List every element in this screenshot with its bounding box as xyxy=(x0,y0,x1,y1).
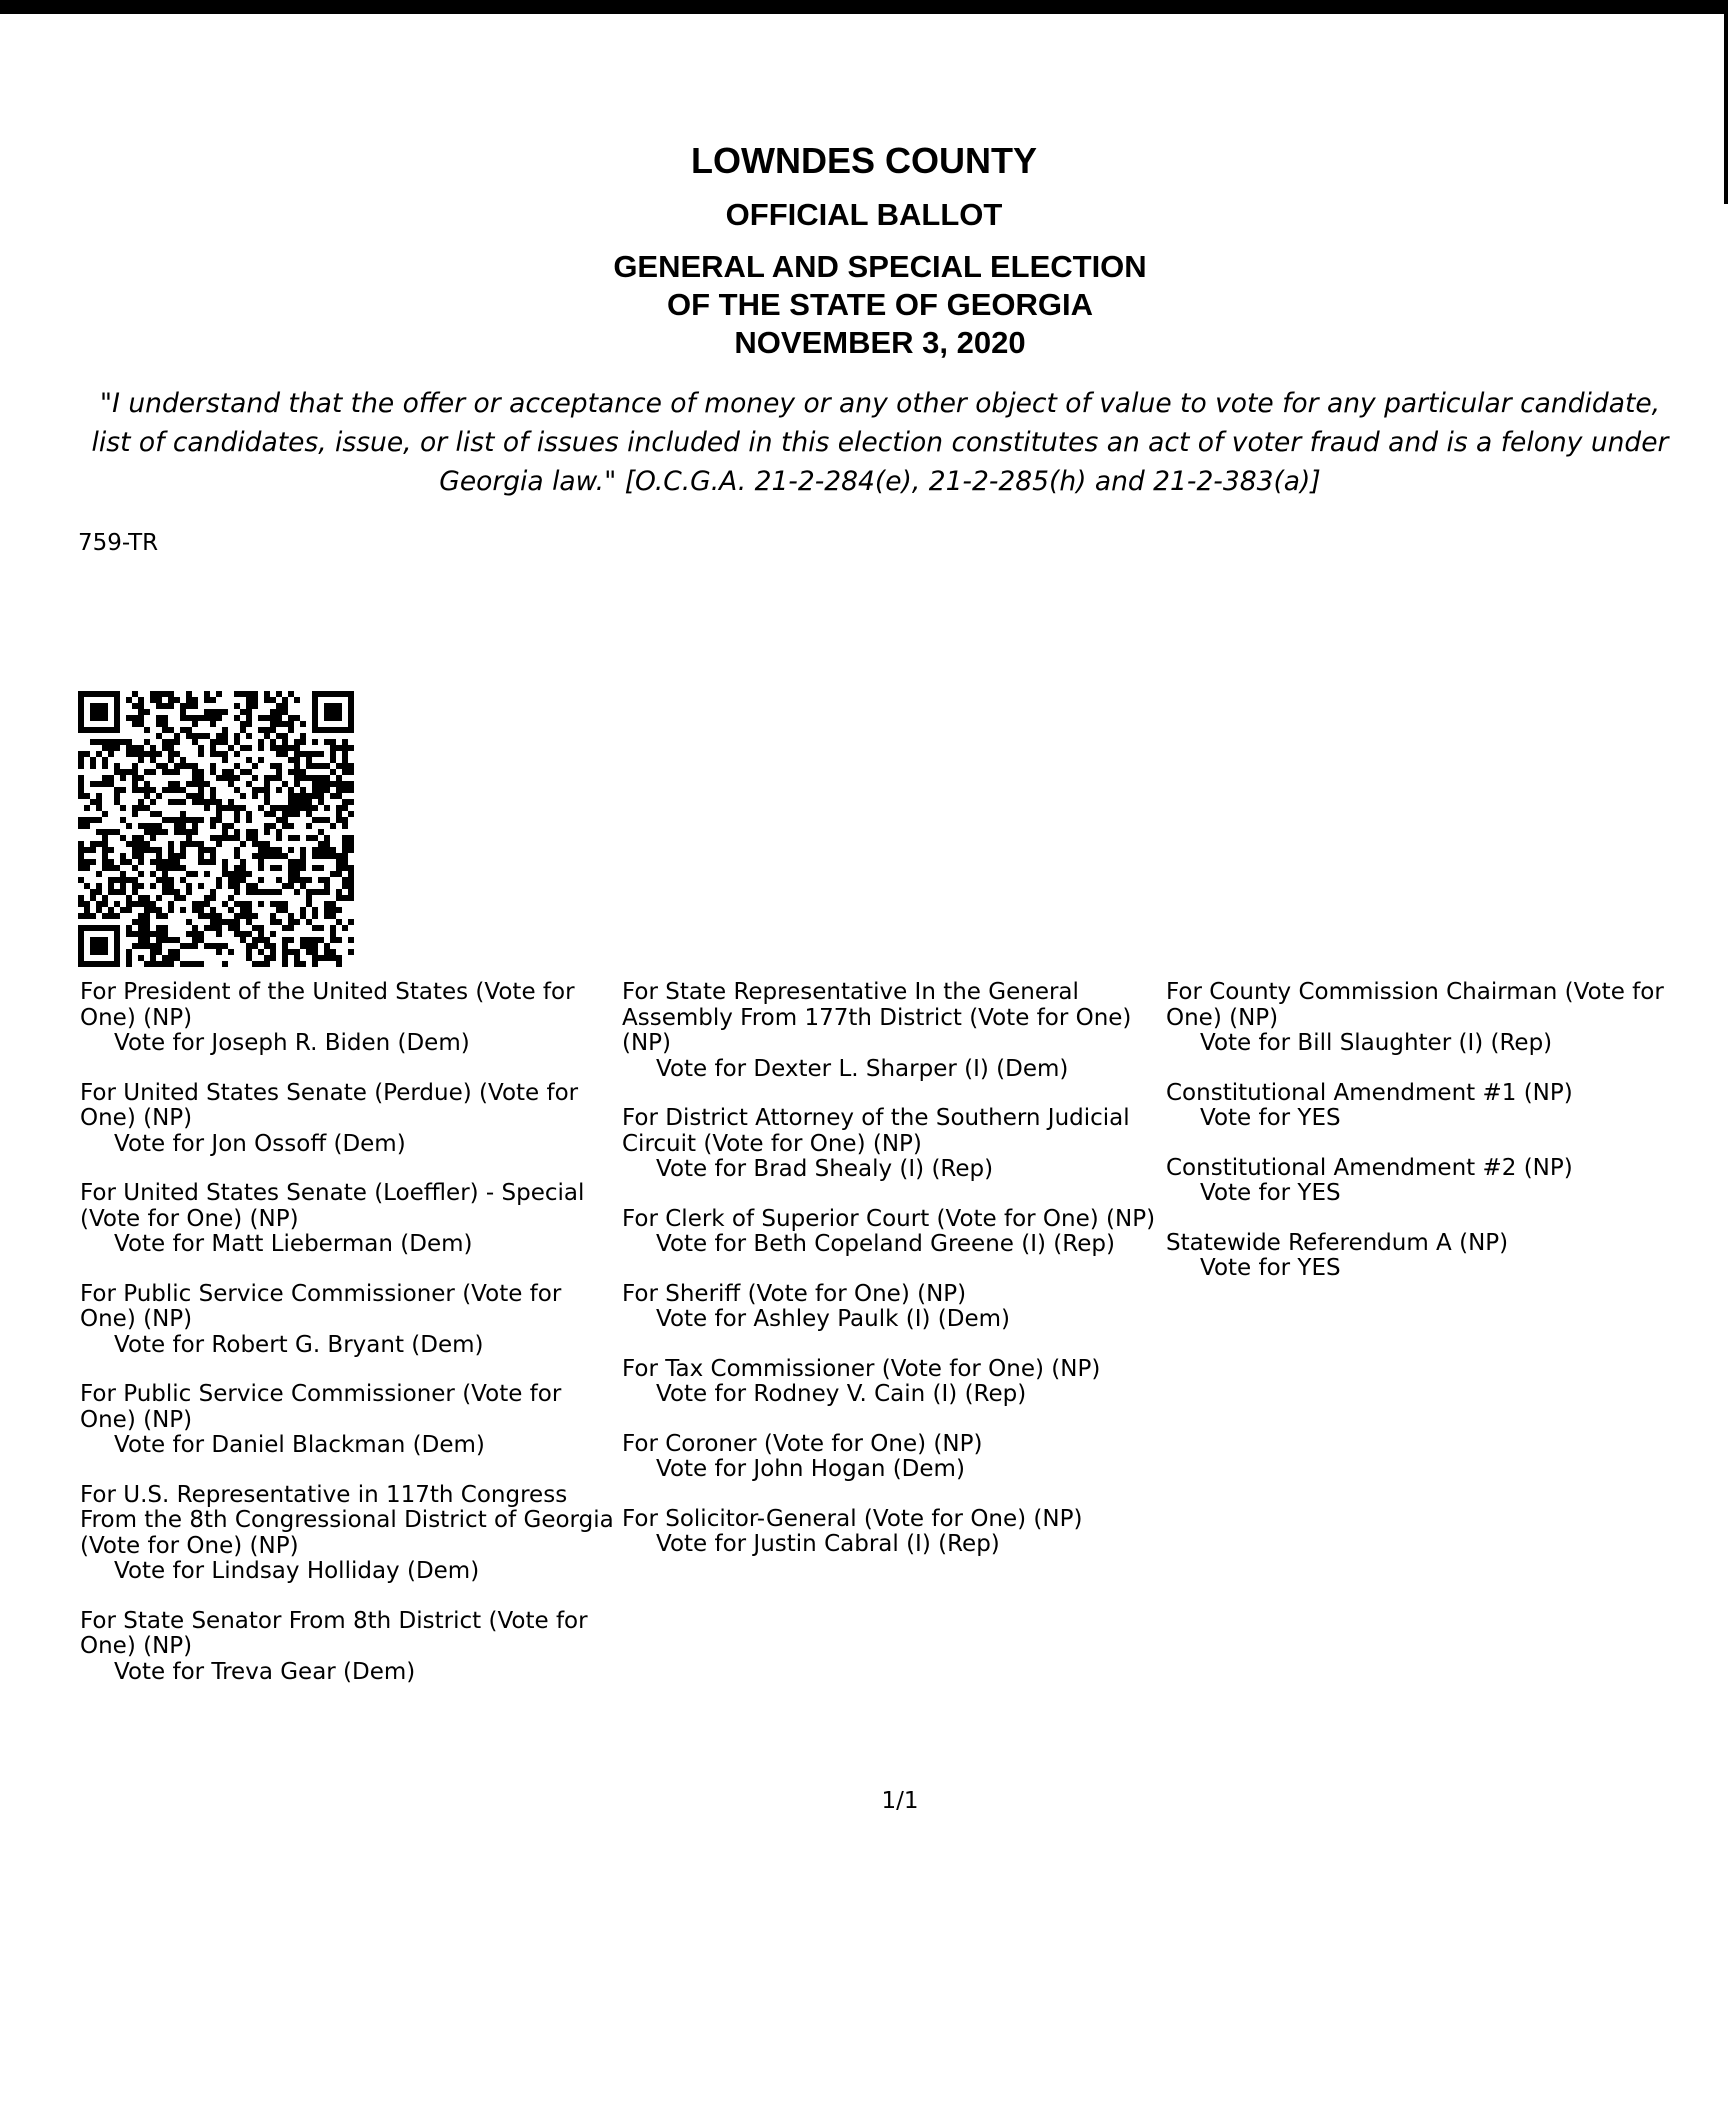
qr-code xyxy=(78,691,354,967)
race-vote-selection: Vote for Justin Cabral (I) (Rep) xyxy=(656,1531,1000,1557)
race-vote-selection: Vote for Joseph R. Biden (Dem) xyxy=(114,1030,470,1056)
race-title: For Clerk of Superior Court (Vote for One) (NP) xyxy=(622,1205,1156,1232)
race-vote-selection: Vote for Daniel Blackman (Dem) xyxy=(114,1432,485,1458)
race-vote-selection: Vote for Bill Slaughter (I) (Rep) xyxy=(1200,1030,1553,1056)
qr-finder-top-left xyxy=(78,691,120,733)
scan-top-border xyxy=(0,0,1728,14)
race-title: For District Attorney of the Southern Judicial Circuit (Vote for One) (NP) xyxy=(622,1105,1130,1157)
race-title: For U.S. Representative in 117th Congress From the 8th Congressional District of Georgia (Vote for One) (NP) xyxy=(80,1481,614,1559)
ballot-race xyxy=(1166,1081,1706,1132)
race-title: For State Representative In the General Assembly From 177th District (Vote for One) (NP) xyxy=(622,979,1132,1056)
race-title: Statewide Referendum A (NP) xyxy=(1166,1229,1509,1256)
race-vote-selection: Vote for Jon Ossoff (Dem) xyxy=(114,1130,406,1157)
race-vote-selection: Vote for Treva Gear (Dem) xyxy=(114,1658,416,1685)
ballot-race xyxy=(80,1081,620,1158)
race-title: For Solicitor-General (Vote for One) (NP) xyxy=(622,1505,1083,1532)
ballot-race xyxy=(1166,1231,1706,1282)
race-title: For Coroner (Vote for One) (NP) xyxy=(622,1430,983,1457)
ballot-race xyxy=(622,1106,1162,1183)
race-vote-selection: Vote for Robert G. Bryant (Dem) xyxy=(114,1331,484,1358)
race-vote-selection: Vote for Dexter L. Sharper (I) (Dem) xyxy=(656,1055,1069,1082)
race-title: For County Commission Chairman (Vote for One) (NP) xyxy=(1166,979,1664,1031)
race-vote-selection: Vote for Ashley Paulk (I) (Dem) xyxy=(656,1306,1010,1332)
ballot-race xyxy=(622,1507,1162,1558)
qr-finder-top-right xyxy=(312,691,354,733)
race-title: For United States Senate (Perdue) (Vote for One) (NP) xyxy=(80,1079,579,1131)
ballot-race xyxy=(622,1432,1162,1483)
race-title: For Tax Commissioner (Vote for One) (NP) xyxy=(622,1355,1101,1382)
race-title: For President of the United States (Vote for One) (NP) xyxy=(80,979,575,1031)
race-vote-selection: Vote for YES xyxy=(1200,1255,1341,1281)
election-line-2: OF THE STATE OF GEORGIA xyxy=(667,287,1093,322)
race-title: For Public Service Commissioner (Vote for One) (NP) xyxy=(80,1280,562,1332)
ballot-race xyxy=(622,1282,1162,1333)
ballot-race xyxy=(80,1382,620,1459)
page-number: 1/1 xyxy=(881,1788,919,1814)
ballot-code: 759-TR xyxy=(78,530,159,556)
ballot-column-2 xyxy=(622,980,1162,1582)
race-title: Constitutional Amendment #1 (NP) xyxy=(1166,1079,1573,1106)
race-vote-selection: Vote for YES xyxy=(1200,1105,1341,1131)
race-vote-selection: Vote for John Hogan (Dem) xyxy=(656,1456,965,1482)
election-line-1: GENERAL AND SPECIAL ELECTION xyxy=(613,249,1147,284)
ballot-race xyxy=(80,980,620,1057)
voter-fraud-disclaimer: "I understand that the offer or acceptance of money or any other object of value to vote for any particular candidate, list of candidates, issue, or list of issues included in this election constitutes an act of voter fraud and is a felony under Georgia law." [O.C.G.A. 21-2-284(e), 21-2-285(h) and 21-2-383(a)] xyxy=(91,388,1669,497)
race-vote-selection: Vote for Brad Shealy (I) (Rep) xyxy=(656,1156,994,1182)
race-vote-selection: Vote for Beth Copeland Greene (I) (Rep) xyxy=(656,1231,1115,1257)
race-vote-selection: Vote for Matt Lieberman (Dem) xyxy=(114,1231,473,1257)
election-date: NOVEMBER 3, 2020 xyxy=(734,325,1026,360)
county-title: LOWNDES COUNTY xyxy=(691,140,1037,181)
ballot-type: OFFICIAL BALLOT xyxy=(725,197,1003,232)
race-title: Constitutional Amendment #2 (NP) xyxy=(1166,1154,1573,1181)
race-title: For State Senator From 8th District (Vote for One) (NP) xyxy=(80,1607,588,1659)
race-title: For United States Senate (Loeffler) - Special (Vote for One) (NP) xyxy=(80,1180,585,1232)
race-vote-selection: Vote for Rodney V. Cain (I) (Rep) xyxy=(656,1381,1027,1407)
ballot-race xyxy=(80,1282,620,1359)
race-title: For Sheriff (Vote for One) (NP) xyxy=(622,1280,967,1307)
ballot-race xyxy=(622,980,1162,1082)
ballot-column-3 xyxy=(1166,980,1706,1306)
ballot-race xyxy=(80,1609,620,1686)
ballot-race xyxy=(1166,980,1706,1057)
ballot-race xyxy=(80,1181,620,1258)
race-title: For Public Service Commissioner (Vote for One) (NP) xyxy=(80,1381,562,1433)
race-vote-selection: Vote for YES xyxy=(1200,1180,1341,1206)
ballot-race xyxy=(80,1483,620,1585)
ballot-race xyxy=(622,1207,1162,1258)
ballot-column-1 xyxy=(80,980,620,1709)
ballot-race xyxy=(1166,1156,1706,1207)
qr-finder-bottom-left xyxy=(78,925,120,967)
race-vote-selection: Vote for Lindsay Holliday (Dem) xyxy=(114,1558,480,1584)
ballot-race xyxy=(622,1357,1162,1408)
